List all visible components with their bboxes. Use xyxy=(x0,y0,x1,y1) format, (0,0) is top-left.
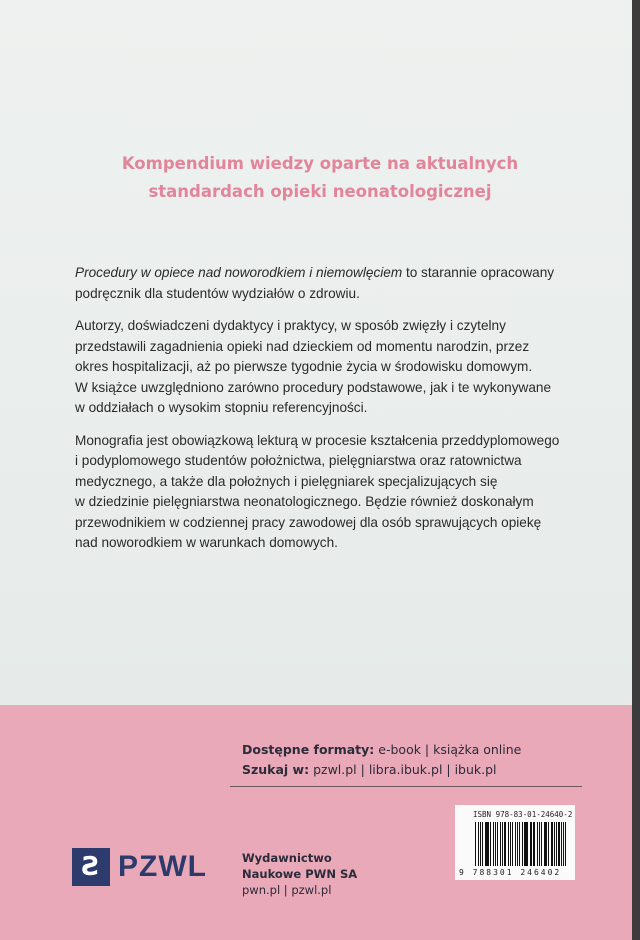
barcode-bars xyxy=(475,822,567,866)
barcode-bar xyxy=(512,822,513,866)
page-edge xyxy=(632,0,640,940)
availability-info xyxy=(242,740,521,780)
cover-headline xyxy=(60,150,580,206)
barcode-bar xyxy=(554,822,555,866)
formats-value: e-book | książka online xyxy=(374,742,522,757)
divider xyxy=(230,786,582,787)
publisher-websites: pwn.pl | pzwl.pl xyxy=(242,883,332,897)
barcode-bar xyxy=(504,822,506,866)
headline-line-1: Kompendium wiedzy oparte na aktualnych xyxy=(121,154,519,173)
headline-line-2: standardach opieki neonatologicznej xyxy=(148,182,492,201)
barcode-bar xyxy=(531,822,532,866)
paragraph-3: Monografia jest obowiązkową lekturą w procesie kształcenia przeddyplomowego i podyplomowego studentów położnictwa, pielęgniarstwa oraz ratownictwa medycznego, a także dla położnych i pielęgniarek specjalizujących się w dziedzinie pielęgniarstwa neonatologicznego. Będzie również doskonałym przewodnikiem w codziennej pracy zawodowej dla osób sprawujących opiekę nad noworodkiem w warunkach domowych. xyxy=(75,432,560,550)
publisher-line-2: Naukowe PWN SA xyxy=(242,867,358,881)
paragraph-1-text: to starannie opracowany podręcznik dla studentów wydziałów o zdrowiu. xyxy=(75,265,555,301)
search-label: Szukaj w: xyxy=(242,762,310,777)
book-title-italic: Procedury w opiece nad noworodkiem i niemowlęciem xyxy=(75,265,403,280)
barcode-bar xyxy=(485,822,486,866)
barcode-bar xyxy=(478,822,479,866)
barcode-bar xyxy=(497,822,498,866)
barcode-bar xyxy=(561,822,562,866)
barcode-bar xyxy=(515,822,516,866)
formats-label: Dostępne formaty: xyxy=(242,742,375,757)
barcode-bar xyxy=(490,822,491,866)
barcode-bar xyxy=(533,822,534,866)
barcode-bar xyxy=(500,822,501,866)
barcode-bar xyxy=(486,822,488,866)
barcode-bar xyxy=(495,822,496,866)
search-value: pzwl.pl | libra.ibuk.pl | ibuk.pl xyxy=(309,762,497,777)
barcode-bar xyxy=(545,822,546,866)
publisher-line-1: Wydawnictwo xyxy=(242,851,332,865)
paragraph-2: Autorzy, doświadczeni dydaktycy i praktycy, w sposób zwięzły i czytelny przedstawili zagadnienia opieki nad dzieckiem od momentu narodzin, przez okres hospitalizacji, aż po pierwsze tygodnie życia w środowisku domowym. W książce uwzględniono zarówno procedury podstawowe, jak i te wykonywane w oddziałach o wysokim stopniu referencyjności. xyxy=(75,318,552,415)
barcode-bar xyxy=(475,822,476,866)
barcode-bar xyxy=(548,822,549,866)
barcode-bar xyxy=(510,822,511,866)
isbn-text: ISBN 978-83-01-24640-2 xyxy=(473,810,573,819)
blurb xyxy=(75,263,575,566)
barcode-bar xyxy=(530,822,531,866)
barcode-bar xyxy=(519,822,520,866)
barcode-bar xyxy=(551,822,553,866)
barcode-bar xyxy=(558,822,559,866)
barcode-bar xyxy=(502,822,503,866)
paragraph-1 xyxy=(75,263,575,304)
barcode-bar xyxy=(563,822,564,866)
isbn-barcode xyxy=(455,805,575,880)
barcode-bar xyxy=(556,822,557,866)
barcode-bar xyxy=(541,822,542,866)
barcode-bar xyxy=(522,822,523,866)
barcode-bar xyxy=(565,822,566,866)
barcode-digits: 9 788301 246402 xyxy=(459,868,562,877)
barcode-bar xyxy=(517,822,518,866)
barcode-bar xyxy=(482,822,483,866)
barcode-bar xyxy=(508,822,509,866)
pzwl-logo xyxy=(72,848,207,886)
publisher-info xyxy=(242,850,357,898)
barcode-bar xyxy=(480,822,481,866)
barcode-bar xyxy=(544,822,545,866)
barcode-bar xyxy=(524,822,525,866)
barcode-bar xyxy=(525,822,527,866)
barcode-bar xyxy=(539,822,540,866)
pzwl-logo-text: PZWL xyxy=(118,850,207,883)
pzwl-logo-icon: Ƨ xyxy=(72,848,110,886)
barcode-bar xyxy=(537,822,538,866)
barcode-bar xyxy=(493,822,494,866)
